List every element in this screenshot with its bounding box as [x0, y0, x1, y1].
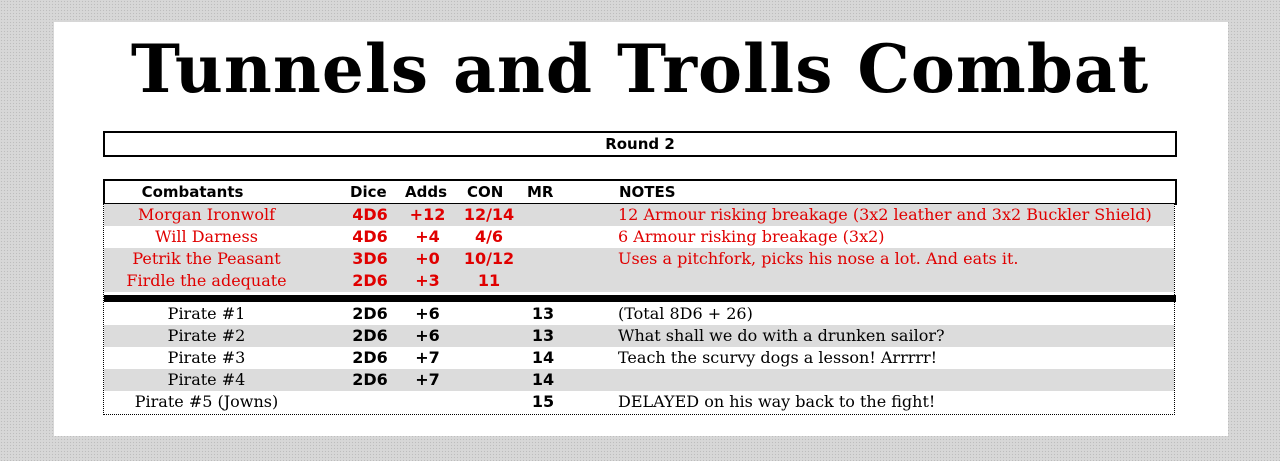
adds-value: +6 [415, 326, 440, 345]
combatant-name: Firdle the adequate [126, 271, 287, 290]
header-adds: Adds [405, 183, 448, 201]
header-con: CON [467, 183, 504, 201]
dice-value: 4D6 [352, 227, 388, 246]
round-label: Round 2 [103, 131, 1177, 157]
table-row-enemy [104, 303, 1174, 325]
header-notes: NOTES [619, 183, 676, 201]
adds-value: +0 [415, 249, 440, 268]
table-row-enemy [104, 347, 1174, 369]
adds-value: +7 [415, 370, 440, 389]
dice-value: 2D6 [352, 326, 388, 345]
combatant-name: Pirate #1 [167, 304, 246, 323]
mr-value: 13 [531, 304, 555, 323]
adds-value: +7 [415, 348, 440, 367]
adds-value: +3 [415, 271, 440, 290]
dice-value: 2D6 [352, 271, 388, 290]
notes-value: Uses a pitchfork, picks his nose a lot. And eats it. [618, 249, 1019, 268]
header-combatants: Combatants [141, 183, 244, 201]
combatant-name: Petrik the Peasant [132, 249, 281, 268]
table-row-enemy [104, 391, 1174, 413]
combatant-name: Morgan Ironwolf [137, 205, 276, 224]
notes-value: What shall we do with a drunken sailor? [618, 326, 945, 345]
mr-value: 15 [531, 392, 555, 411]
combatant-name: Pirate #4 [167, 370, 246, 389]
combatant-name: Pirate #5 (Jowns) [134, 392, 279, 411]
notes-value: 6 Armour risking breakage (3x2) [618, 227, 885, 246]
table-row-player [104, 226, 1174, 248]
combatant-name: Pirate #3 [167, 348, 246, 367]
dice-value: 4D6 [352, 205, 388, 224]
table-row-enemy [104, 325, 1174, 347]
page-title: Tunnels and Trolls Combat [130, 30, 1150, 108]
combatant-name: Will Darness [155, 227, 258, 246]
con-value: 11 [477, 271, 501, 290]
con-value: 10/12 [463, 249, 515, 268]
dice-value: 2D6 [352, 370, 388, 389]
header-dice: Dice [350, 183, 387, 201]
notes-value: 12 Armour risking breakage (3x2 leather and 3x2 Buckler Shield) [618, 205, 1152, 224]
section-divider [104, 295, 1176, 302]
con-value: 12/14 [463, 205, 515, 224]
adds-value: +4 [415, 227, 440, 246]
mr-value: 14 [531, 348, 555, 367]
table-header [103, 179, 1177, 205]
header-mr: MR [527, 183, 554, 201]
notes-value: DELAYED on his way back to the fight! [618, 392, 936, 411]
notes-value: (Total 8D6 + 26) [618, 304, 753, 323]
table-row-player [104, 248, 1174, 270]
dice-value: 2D6 [352, 348, 388, 367]
dice-value: 2D6 [352, 304, 388, 323]
table-row-enemy [104, 369, 1174, 391]
combat-table [103, 204, 1175, 415]
table-row-player [104, 204, 1174, 226]
adds-value: +12 [409, 205, 446, 224]
notes-value: Teach the scurvy dogs a lesson! Arrrrr! [618, 348, 938, 367]
con-value: 4/6 [474, 227, 504, 246]
table-row-player [104, 270, 1174, 292]
mr-value: 14 [531, 370, 555, 389]
dice-value: 3D6 [352, 249, 388, 268]
combatant-name: Pirate #2 [167, 326, 246, 345]
adds-value: +6 [415, 304, 440, 323]
mr-value: 13 [531, 326, 555, 345]
